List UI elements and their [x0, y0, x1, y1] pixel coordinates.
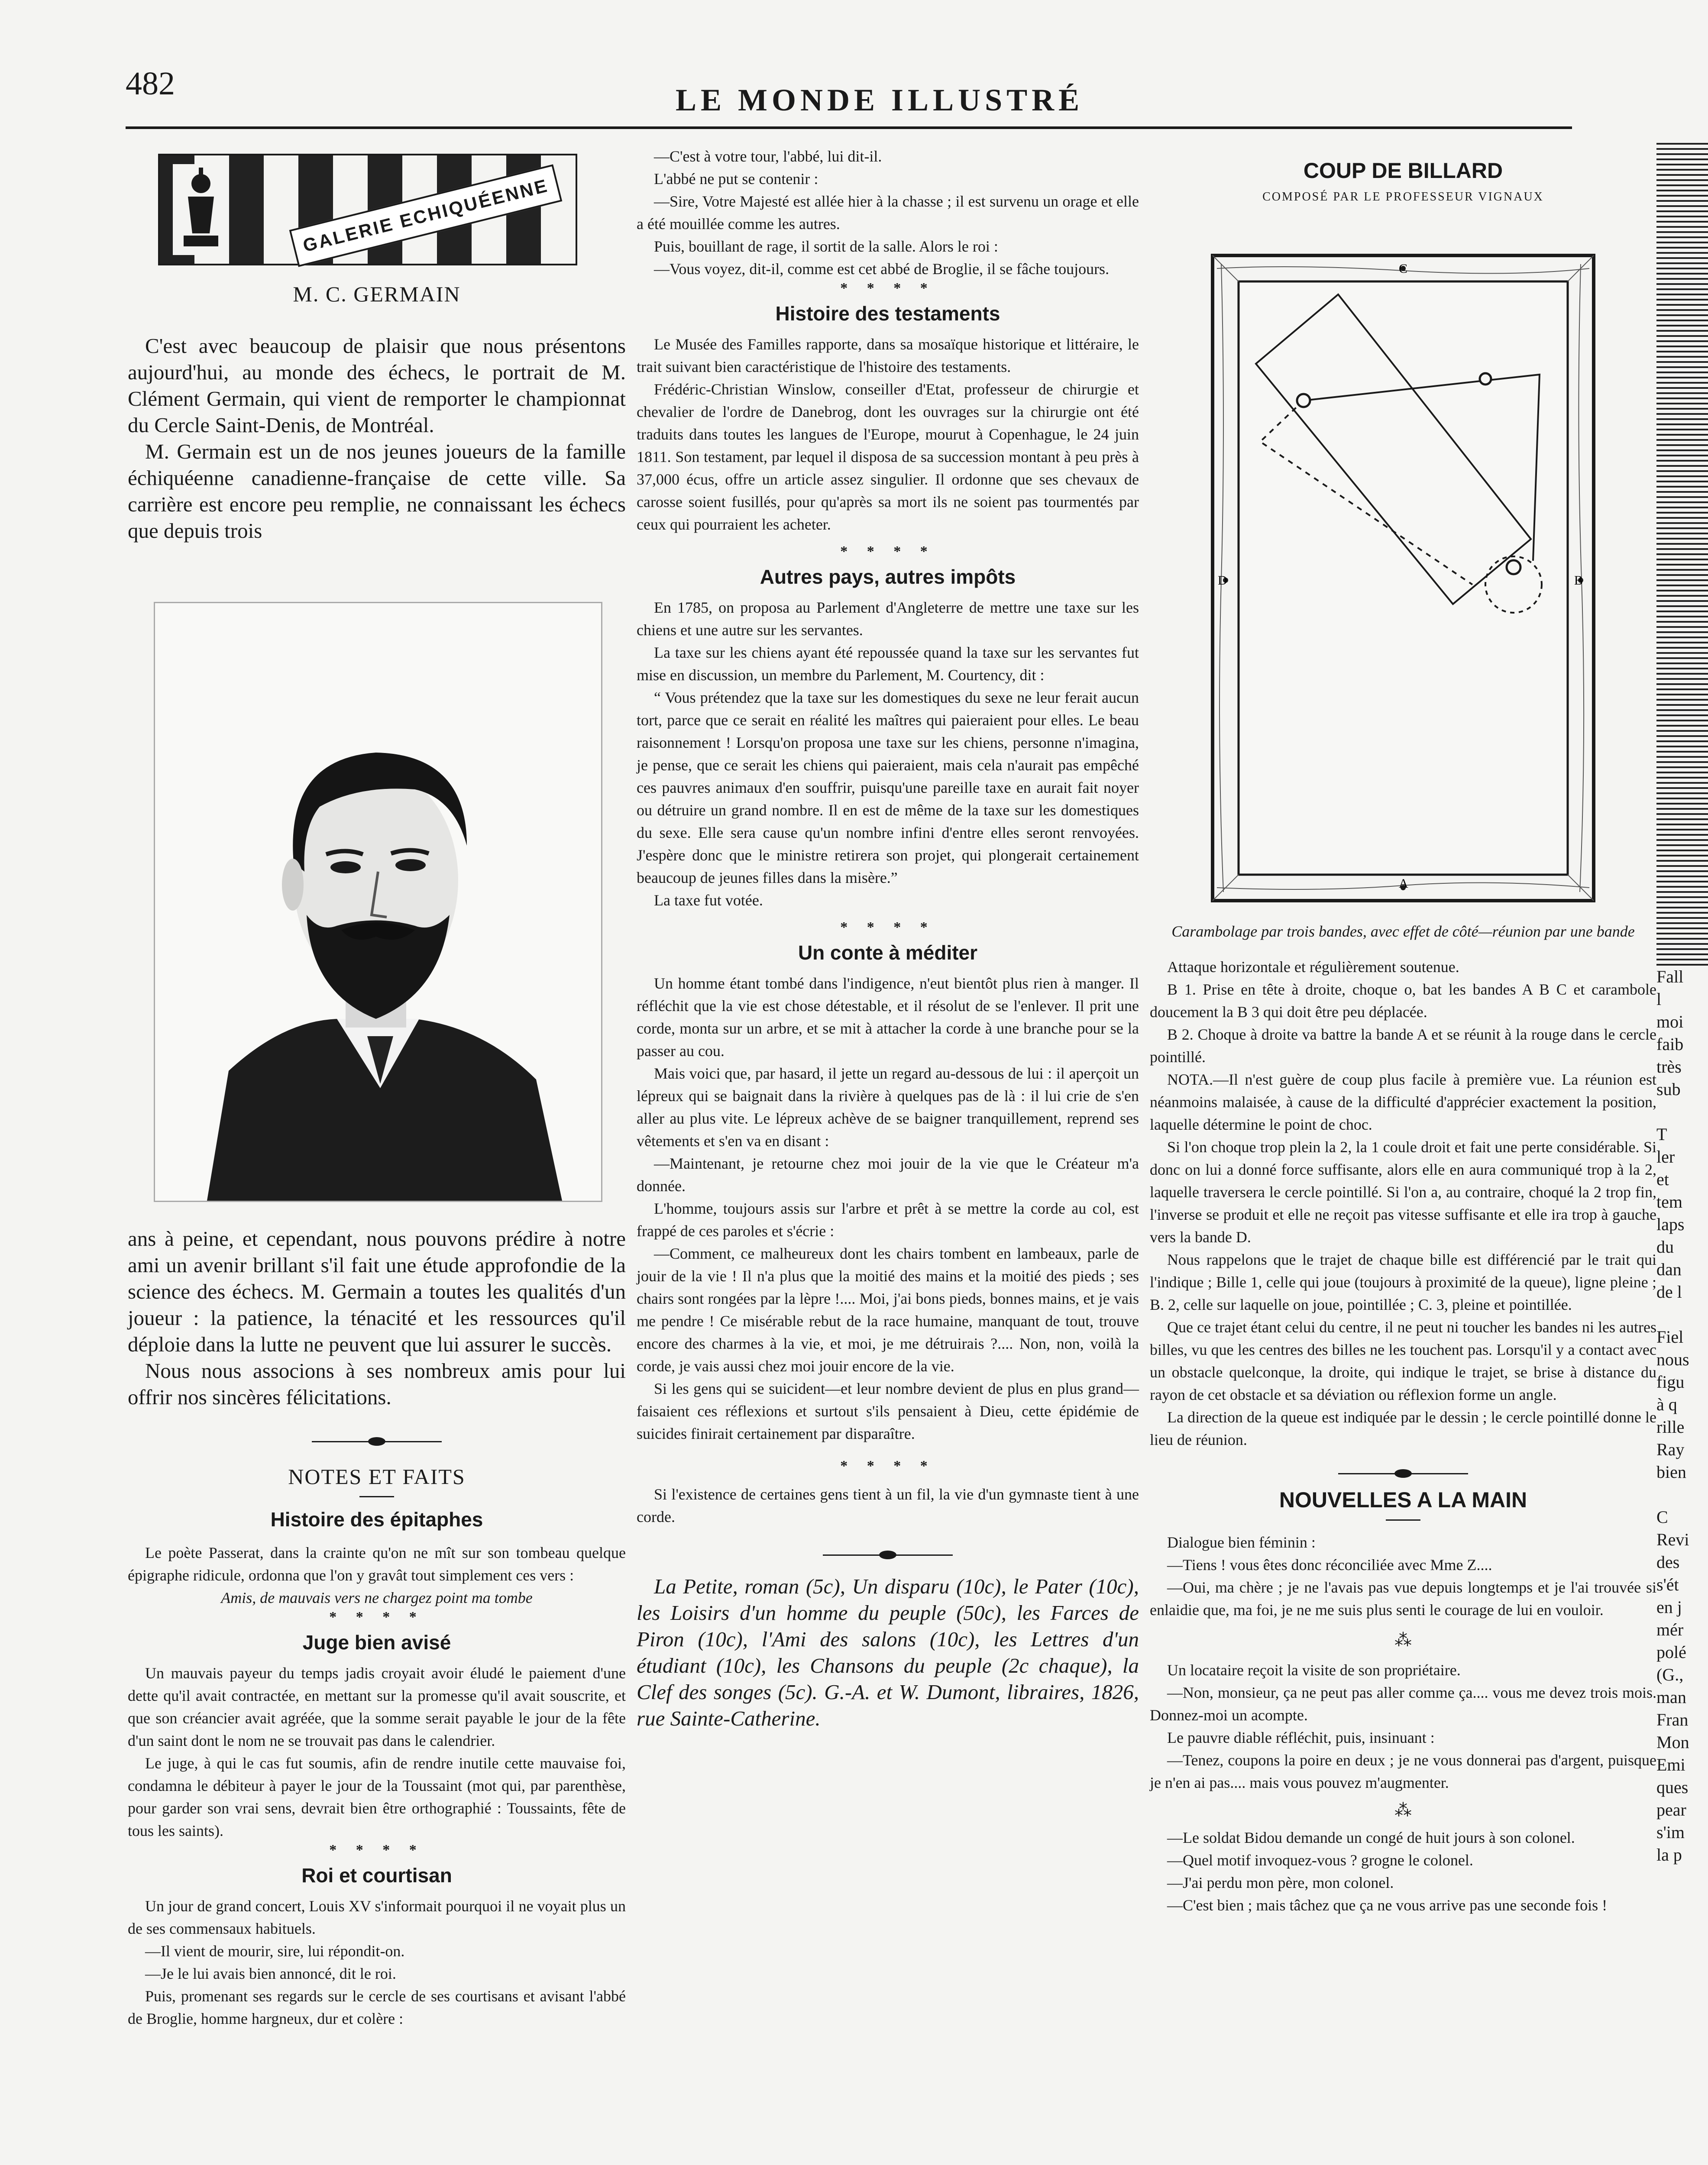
- roi-paragraph-2: —Il vient de mourir, sire, lui répondit-on.: [145, 1942, 405, 1960]
- roi-paragraph-4: Puis, promenant ses regards sur le cercle de ses courtisans et avisant l'abbé de Broglie, homme hargneux, dur et colère :: [128, 1987, 626, 2027]
- column-1-mid: [128, 1225, 626, 2030]
- adjacent-page-line: C: [1656, 1507, 1668, 1527]
- heading-testaments: Histoire des testaments: [775, 302, 1000, 325]
- chess-gallery-banner: [158, 154, 577, 265]
- adjacent-page-line: nous: [1656, 1350, 1689, 1369]
- billard-paragraph-3: B 2. Choque à droite va battre la bande A et se réunit à la rouge dans le cercle pointillé.: [1150, 1026, 1656, 1066]
- adjacent-page-line: très: [1656, 1057, 1682, 1076]
- masthead-title: LE MONDE ILLUSTRÉ: [676, 83, 1084, 117]
- adjacent-page-line: Fran: [1656, 1710, 1689, 1729]
- diagram-label-c: C: [1399, 262, 1408, 276]
- adjacent-page-line: [1656, 1483, 1708, 1506]
- asterism: ⁂: [1394, 1630, 1412, 1650]
- impots-paragraph-3: “ Vous prétendez que la taxe sur les domestiques du sexe ne leur ferait aucun tort, parce que ce serait en réalité les maîtres qui paieraient pour elles. Le beau raisonnement ! Lorsqu'on proposa une taxe sur les chiens, personne n'imagina, je pense, que ce serait les chiens qui paieraient, mais cela n'aurait pas empêché ces pauvres animaux d'en souffrir, puisqu'une pareille taxe en aurait fait noyer ou détruire un grand nombre. Il en est de même de la taxe sur les domestiques du sexe. Elle sera cause qu'un nombre infini d'entre elles seront renvoyées. J'espère donc que le ministre retirera son projet, qui plongerait certainement beaucoup de jeunes filles dans la misère.”: [637, 689, 1139, 886]
- ornamental-separator: [823, 1550, 953, 1560]
- adjacent-page-edge: [1656, 69, 1708, 2165]
- adjacent-page-line: pear: [1656, 1800, 1686, 1819]
- impots-paragraph-4: La taxe fut votée.: [654, 892, 763, 909]
- diagram-label-d: D: [1218, 573, 1227, 588]
- billard-caption: Carambolage par trois bandes, avec effet de côté—réunion par une bande: [1171, 923, 1635, 940]
- adjacent-page-line: moi: [1656, 1012, 1684, 1031]
- banner-ribbon-text: GALERIE ECHIQUÉENNE: [289, 164, 563, 267]
- stars-divider: * * * *: [840, 919, 935, 935]
- heading-epitaphes: Histoire des épitaphes: [270, 1508, 483, 1531]
- adjacent-page-line: Fall: [1656, 967, 1684, 986]
- germain-paragraph-4: Nous nous associons à ses nombreux amis pour lui offrir nos sincères félicitations.: [128, 1359, 626, 1409]
- adjacent-page-line: des: [1656, 1552, 1680, 1572]
- conte-paragraph-1: Un homme étant tombé dans l'indigence, n'eut bientôt plus rien à manger. Il réfléchit que la vie est chose détestable, et il résolut de se l'enlever. Il prit une corde, monta sur un arbre, et se mit à attacher la corde à une branche pour se la passer au cou.: [637, 975, 1139, 1060]
- adjacent-page-line: figu: [1656, 1372, 1685, 1392]
- portrait-clement-germain: [154, 602, 602, 1202]
- adjacent-page-line: du: [1656, 1237, 1674, 1257]
- nouvelles-paragraph-5: —Non, monsieur, ça ne peut pas aller comme ça.... vous me devez trois mois. Donnez-moi un acompte.: [1150, 1684, 1656, 1724]
- roi-paragraph-6: L'abbé ne put se contenir :: [654, 170, 818, 187]
- adjacent-page-line: faib: [1656, 1034, 1684, 1054]
- chess-king-icon: [173, 164, 229, 255]
- epitaphes-text: Le poète Passerat, dans la crainte qu'on ne mît sur son tombeau quelque épigraphe ridicule, ordonna que l'on y gravât tout simplement ces vers :: [128, 1544, 626, 1584]
- adjacent-page-line: laps: [1656, 1215, 1685, 1234]
- testaments-paragraph-2: Frédéric-Christian Winslow, conseiller d'Etat, professeur de chirurgie et chevalier de l'ordre de Danebrog, dont les ouvrages sur la chirurgie ont été traduits dans toutes les langues de l'Europe, mourut à Copenhague, le 24 juin 1811. Son testament, par lequel il disposa de sa succession montant à peu près à 37,000 écus, offre un article assez singulier. Il ordonne que ses chevaux de carosse soient fusillés, pour qu'après sa mort ils ne soient pas tourmentés par ceux qui pourraient les acheter.: [637, 381, 1139, 533]
- adjacent-page-line: l: [1656, 989, 1662, 1009]
- conte-paragraph-2: Mais voici que, par hasard, il jette un regard au-dessous de lui : il aperçoit un lépreux qui se baignait dans la rivière à quelques pas de là : il lui crie de s'en aller au plus vite. Le lépreux achève de se baigner tranquillement, reprend ses vêtements et s'en va en disant :: [637, 1065, 1139, 1150]
- conte-paragraph-4: L'homme, toujours assis sur l'arbre et prêt à se mettre la corde au col, est frappé de ces paroles et s'écrie :: [637, 1200, 1139, 1240]
- article-title-germain: M. C. GERMAIN: [293, 282, 461, 306]
- section-title-notes: NOTES ET FAITS: [288, 1464, 466, 1489]
- dumont-advertisement: La Petite, roman (5c), Un disparu (10c), le Pater (10c), les Loisirs d'un homme du peuple (50c), les Farces de Piron (10c), l'Ami des salons (10c), les Lettres d'un étudiant (10c), les Chansons du peuple (2c chaque), la Clef des songes (5c). G.-A. et W. Dumont, libraires, 1826, rue Sainte-Catherine.: [637, 1574, 1139, 1730]
- nouvelles-paragraph-4: Un locataire reçoit la visite de son propriétaire.: [1167, 1661, 1461, 1679]
- billiard-table-diagram: [1208, 251, 1598, 905]
- ornamental-separator: [312, 1436, 442, 1447]
- epitaphes-verse: Amis, de mauvais vers ne chargez point ma tombe: [221, 1589, 533, 1606]
- column-3-top: [1150, 158, 1656, 204]
- adjacent-page-line: s'ét: [1656, 1575, 1679, 1594]
- stars-divider: * * * *: [840, 280, 935, 296]
- adjacent-page-text: [1656, 966, 1708, 1866]
- heading-conte: Un conte à méditer: [798, 941, 978, 964]
- heading-impots: Autres pays, autres impôts: [760, 565, 1016, 588]
- adjacent-page-line: sub: [1656, 1079, 1681, 1099]
- heading-nouvelles: NOUVELLES A LA MAIN: [1279, 1488, 1527, 1512]
- billard-paragraph-4: NOTA.—Il n'est guère de coup plus facile à première vue. La réunion est néanmoins malaisée, à cause de la difficulté d'apprécier exactement la position, laquelle détermine le point de choc.: [1150, 1071, 1656, 1133]
- short-rule: [1386, 1519, 1420, 1521]
- roi-paragraph-8: Puis, bouillant de rage, il sortit de la salle. Alors le roi :: [654, 238, 998, 255]
- adjacent-page-line: Fiel: [1656, 1327, 1684, 1347]
- germain-paragraph-3: ans à peine, et cependant, nous pouvons prédire à notre ami un avenir brillant s'il fait une étude approfondie de la science des échecs. M. Germain a toutes les qualités d'un joueur : la patience, la ténacité et les ressources qu'il déploie dans la lutte ne peuvent que lui assurer le succès.: [128, 1227, 626, 1356]
- nouvelles-paragraph-8: —Le soldat Bidou demande un congé de huit jours à son colonel.: [1167, 1829, 1575, 1846]
- asterism: ⁂: [1394, 1800, 1412, 1820]
- nouvelles-paragraph-3: —Oui, ma chère ; je ne l'avais pas vue depuis longtemps et je l'ai trouvée si enlaidie que, ma foi, je ne me suis plus senti le courage de lui en vouloir.: [1150, 1579, 1656, 1619]
- nouvelles-paragraph-10: —J'ai perdu mon père, mon colonel.: [1167, 1874, 1394, 1891]
- adjacent-page-line: [1656, 1303, 1708, 1326]
- adjacent-page-line: polé: [1656, 1642, 1686, 1662]
- nouvelles-paragraph-1: Dialogue bien féminin :: [1167, 1534, 1316, 1551]
- adjacent-page-line: rille: [1656, 1417, 1685, 1437]
- nouvelles-paragraph-9: —Quel motif invoquez-vous ? grogne le colonel.: [1167, 1852, 1473, 1869]
- adjacent-page-line: en j: [1656, 1597, 1682, 1617]
- nouvelles-paragraph-6: Le pauvre diable réfléchit, puis, insinuant :: [1167, 1729, 1435, 1746]
- adjacent-page-line: man: [1656, 1687, 1686, 1707]
- conte-paragraph-3: —Maintenant, je retourne chez moi jouir de la vie que le Créateur m'a donnée.: [637, 1155, 1139, 1195]
- adjacent-page-line: ques: [1656, 1777, 1689, 1797]
- header-rule: [126, 126, 1572, 129]
- adjacent-page-pattern: [1656, 143, 1708, 966]
- stars-divider: * * * *: [840, 1458, 935, 1474]
- billard-paragraph-7: Que ce trajet étant celui du centre, il ne peut ni toucher les bandes ni les autres billes, vu que les centres des billes ne les touchent pas. Lorsqu'il y a contact avec un obstacle quelconque, la droite, qui indique le trajet, se brise à distance du rayon de cet obstacle et sa déviation ou réflexion forme un angle.: [1150, 1318, 1656, 1403]
- juge-paragraph-1: Un mauvais payeur du temps jadis croyait avoir éludé le paiement d'une dette qu'il avait contractée, en mettant sur la promesse qu'il avait souscrite, et que son créancier avait agréée, que la somme serait payable le jour de la fête d'un saint dont le nom ne se trouvait pas dans le calendrier.: [128, 1664, 626, 1749]
- juge-paragraph-2: Le juge, à qui le cas fut soumis, afin de rendre inutile cette mauvaise foi, condamna le débiteur à payer le jour de la Toussaint (mot qui, par parenthèse, pour garder son vrai sens, devrait bien être orthographié : Toussaints, fête de tous les saints).: [128, 1755, 626, 1839]
- short-rule: [359, 1496, 394, 1497]
- diagram-label-b: B: [1574, 573, 1583, 588]
- billard-paragraph-2: B 1. Prise en tête à droite, choque o, bat les bandes A B C et carambole doucement la B 3 qui doit être peu déplacée.: [1150, 981, 1656, 1021]
- adjacent-page-line: mér: [1656, 1620, 1684, 1639]
- adjacent-page-line: s'im: [1656, 1822, 1685, 1842]
- germain-paragraph-1: C'est avec beaucoup de plaisir que nous présentons aujourd'hui, au monde des échecs, le portrait de M. Clément Germain, qui vient de remporter le championnat du Cercle Saint-Denis, de Montréal.: [128, 334, 626, 437]
- impots-paragraph-1: En 1785, on proposa au Parlement d'Angleterre de mettre une taxe sur les chiens et une autre sur les servantes.: [637, 599, 1139, 639]
- column-3-bottom: [1150, 920, 1656, 1916]
- column-1-top: [128, 281, 626, 544]
- roi-paragraph-1: Un jour de grand concert, Louis XV s'informait pourquoi il ne voyait plus un de ses commensaux habituels.: [128, 1897, 626, 1937]
- roi-paragraph-9: —Vous voyez, dit-il, comme est cet abbé de Broglie, il se fâche toujours.: [654, 260, 1110, 278]
- conte-paragraph-6: Si les gens qui se suicident—et leur nombre devient de plus en plus grand—faisaient ces réflexions et surtout s'ils pensaient à Dieu, cette épidémie de suicides finirait certainement par disparaître.: [637, 1380, 1139, 1442]
- testaments-paragraph-1: Le Musée des Familles rapporte, dans sa mosaïque historique et littéraire, le trait suivant bien caractéristique de l'histoire des testaments.: [637, 336, 1139, 375]
- nouvelles-paragraph-11: —C'est bien ; mais tâchez que ça ne vous arrive pas une seconde fois !: [1167, 1897, 1608, 1914]
- adjacent-page-line: T: [1656, 1125, 1667, 1144]
- adjacent-page-line: Revi: [1656, 1530, 1689, 1549]
- nouvelles-paragraph-7: —Tenez, coupons la poire en deux ; je ne vous donnerai pas d'argent, puisque je n'en ai pas.... mais vous pouvez m'augmenter.: [1150, 1751, 1656, 1791]
- adjacent-page-line: bien: [1656, 1462, 1686, 1482]
- heading-billard: COUP DE BILLARD: [1303, 158, 1503, 183]
- stars-divider: * * * *: [329, 1842, 424, 1858]
- billard-paragraph-6: Nous rappelons que le trajet de chaque bille est différencié par le trait qui l'indique ; Bille 1, celle qui joue (toujours à proximité de la queue), ligne pleine ; B. 2, celle sur laquelle on joue, pointillée ; C. 3, pleine et pointillée.: [1150, 1251, 1656, 1313]
- adjacent-page-line: et: [1656, 1170, 1669, 1189]
- adjacent-page-line: à q: [1656, 1395, 1677, 1414]
- billard-paragraph-5: Si l'on choque trop plein la 2, la 1 coule droit et fait une perte considérable. Si donc on lui a donné force suffisante, alors elle en aura communiqué trop à la 2, laquelle traversera le cercle pointillé. Si l'on a, au contraire, choqué la 2 trop fin, l'inverse se produit et elle ne reçoit pas vitesse suffisante et elle ira trop à gauche vers la bande D.: [1150, 1138, 1656, 1246]
- heading-juge: Juge bien avisé: [302, 1631, 451, 1654]
- billard-paragraph-8: La direction de la queue est indiquée par le dessin ; le cercle pointillé donne le lieu de réunion.: [1150, 1409, 1656, 1448]
- adjacent-page-line: de l: [1656, 1282, 1682, 1302]
- billard-paragraph-1: Attaque horizontale et régulièrement soutenue.: [1167, 958, 1459, 976]
- column-2: [637, 145, 1139, 1732]
- adjacent-page-line: Ray: [1656, 1440, 1685, 1459]
- adjacent-page-line: Mon: [1656, 1732, 1689, 1752]
- roi-paragraph-7: —Sire, Votre Majesté est allée hier à la chasse ; il est survenu un orage et elle a été mouillée comme les autres.: [637, 193, 1139, 233]
- billard-subtitle: COMPOSÉ PAR LE PROFESSEUR VIGNAUX: [1262, 190, 1544, 204]
- ornamental-separator: [1338, 1468, 1468, 1479]
- germain-paragraph-2: M. Germain est un de nos jeunes joueurs de la famille échiquéenne canadienne-française de cette ville. Sa carrière est encore peu remplie, ne connaissant les échecs que depuis trois: [128, 439, 626, 543]
- nouvelles-paragraph-2: —Tiens ! vous êtes donc réconciliée avec Mme Z....: [1167, 1556, 1492, 1574]
- page-number: 482: [126, 65, 175, 102]
- stars-divider: * * * *: [329, 1609, 424, 1625]
- gymnaste-paragraph: Si l'existence de certaines gens tient à un fil, la vie d'un gymnaste tient à une corde.: [637, 1486, 1139, 1525]
- adjacent-page-line: [1656, 1101, 1708, 1123]
- adjacent-page-line: tem: [1656, 1192, 1682, 1212]
- roi-paragraph-5: —C'est à votre tour, l'abbé, lui dit-il.: [654, 148, 882, 165]
- roi-paragraph-3: —Je le lui avais bien annoncé, dit le roi.: [145, 1965, 396, 1982]
- adjacent-page-line: Emi: [1656, 1755, 1685, 1774]
- impots-paragraph-2: La taxe sur les chiens ayant été repoussée quand la taxe sur les servantes fut mise en discussion, un membre du Parlement, M. Courtency, dit :: [637, 644, 1139, 684]
- adjacent-page-line: ler: [1656, 1147, 1675, 1167]
- stars-divider: * * * *: [840, 543, 935, 559]
- adjacent-page-line: la p: [1656, 1845, 1682, 1864]
- adjacent-page-line: dan: [1656, 1260, 1682, 1279]
- diagram-label-a: A: [1399, 876, 1408, 891]
- conte-paragraph-5: —Comment, ce malheureux dont les chairs tombent en lambeaux, parle de jouir de la vie ! Il n'a plus que la moitié des mains et la moitié des pieds ; ses chairs sont rongées par la lèpre !.... Moi, j'ai bons pieds, bonnes mains, et je vais me pendre ! Ce misérable rebut de la race humaine, manquant de tout, trouve encore des charmes à la vie, et moi, je me détruirais ?.... Non, non, voilà la corde, je vais aussi chez moi jouir encore de la vie.: [637, 1245, 1139, 1375]
- heading-roi: Roi et courtisan: [301, 1864, 452, 1887]
- adjacent-page-line: (G.,: [1656, 1665, 1684, 1684]
